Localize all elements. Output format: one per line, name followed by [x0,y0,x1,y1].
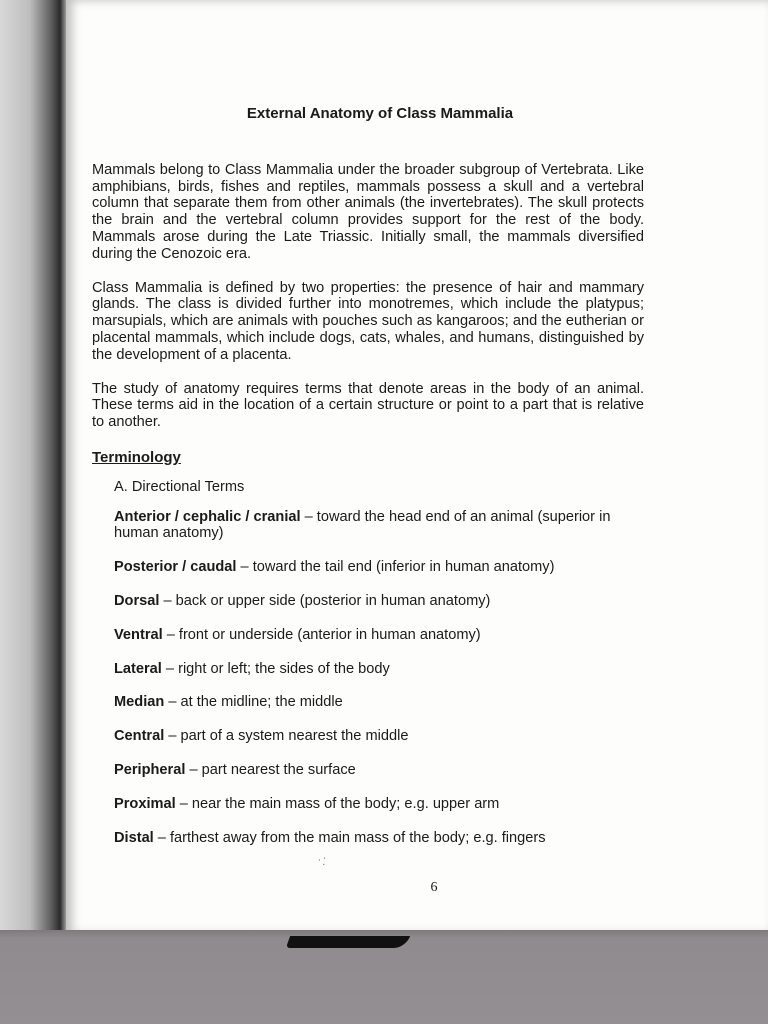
term-dorsal [114,593,644,610]
term-name: Distal [114,829,154,846]
term-definition: – toward the tail end (inferior in human anatomy) [236,559,555,576]
term-central [114,728,644,745]
term-definition: – farthest away from the main mass of the body; e.g. fingers [153,829,546,846]
term-name: Median [114,694,165,711]
term-name: Proximal [114,795,176,812]
term-name: Ventral [114,626,163,643]
paragraph-mammals-intro: Mammals belong to Class Mammalia under the broader subgroup of Vertebrata. Like amphibians, birds, fishes and reptiles, mammals possess a skull and a vertebral column that separate them from other animals (the invertebrates). The skull protects the brain and the vertebral column provides support for the rest of the body. Mammals arose during the Late Triassic. Initially small, the mammals diversified during the Cenozoic era. [92,161,644,262]
term-name: Posterior / caudal [114,559,237,576]
binding-edge-mark [286,936,410,948]
ink-smudge-mark: ⸪ [318,856,329,869]
term-name: Central [114,728,165,745]
page-number: 6 [430,880,438,895]
book-binding-shadow [0,0,70,940]
term-lateral [114,661,644,678]
term-definition: – at the midline; the middle [164,694,343,711]
term-definition: – toward the head end of an animal (superior in human anatomy) [114,508,611,542]
term-definition: – right or left; the sides of the body [161,660,390,677]
term-median [114,694,644,711]
term-definition: – front or underside (anterior in human anatomy) [162,626,481,643]
term-name: Dorsal [114,592,160,609]
paragraph-class-properties: Class Mammalia is defined by two properties: the presence of hair and mammary glands. The class is divided further into monotremes, which include the platypus; marsupials, which are animals with pouches such as kangaroos; and the eutherian or placental mammals, which include dogs, cats, whales, and humans, distinguished by the development of a placenta. [92,279,644,363]
term-distal [114,830,644,847]
term-definition: – near the main mass of the body; e.g. upper arm [175,795,500,812]
term-name: Lateral [114,660,162,677]
document-title: External Anatomy of Class Mammalia [246,105,514,122]
section-heading-terminology: Terminology [92,448,181,466]
term-posterior [114,559,644,576]
subheading-directional-terms: A. Directional Terms [114,478,245,495]
term-definition: – back or upper side (posterior in human anatomy) [159,592,491,609]
term-proximal [114,796,644,813]
term-name: Anterior / cephalic / cranial [114,508,301,525]
term-peripheral [114,762,644,779]
term-ventral [114,627,644,644]
document-body [92,105,644,869]
paragraph-anatomy-terms: The study of anatomy requires terms that denote areas in the body of an animal. These terms aid in the location of a certain structure or point to a part that is relative to another. [92,380,644,431]
term-definition: – part nearest the surface [185,761,356,778]
term-definition: – part of a system nearest the middle [164,728,409,745]
term-name: Peripheral [114,761,186,778]
term-anterior [114,509,644,543]
